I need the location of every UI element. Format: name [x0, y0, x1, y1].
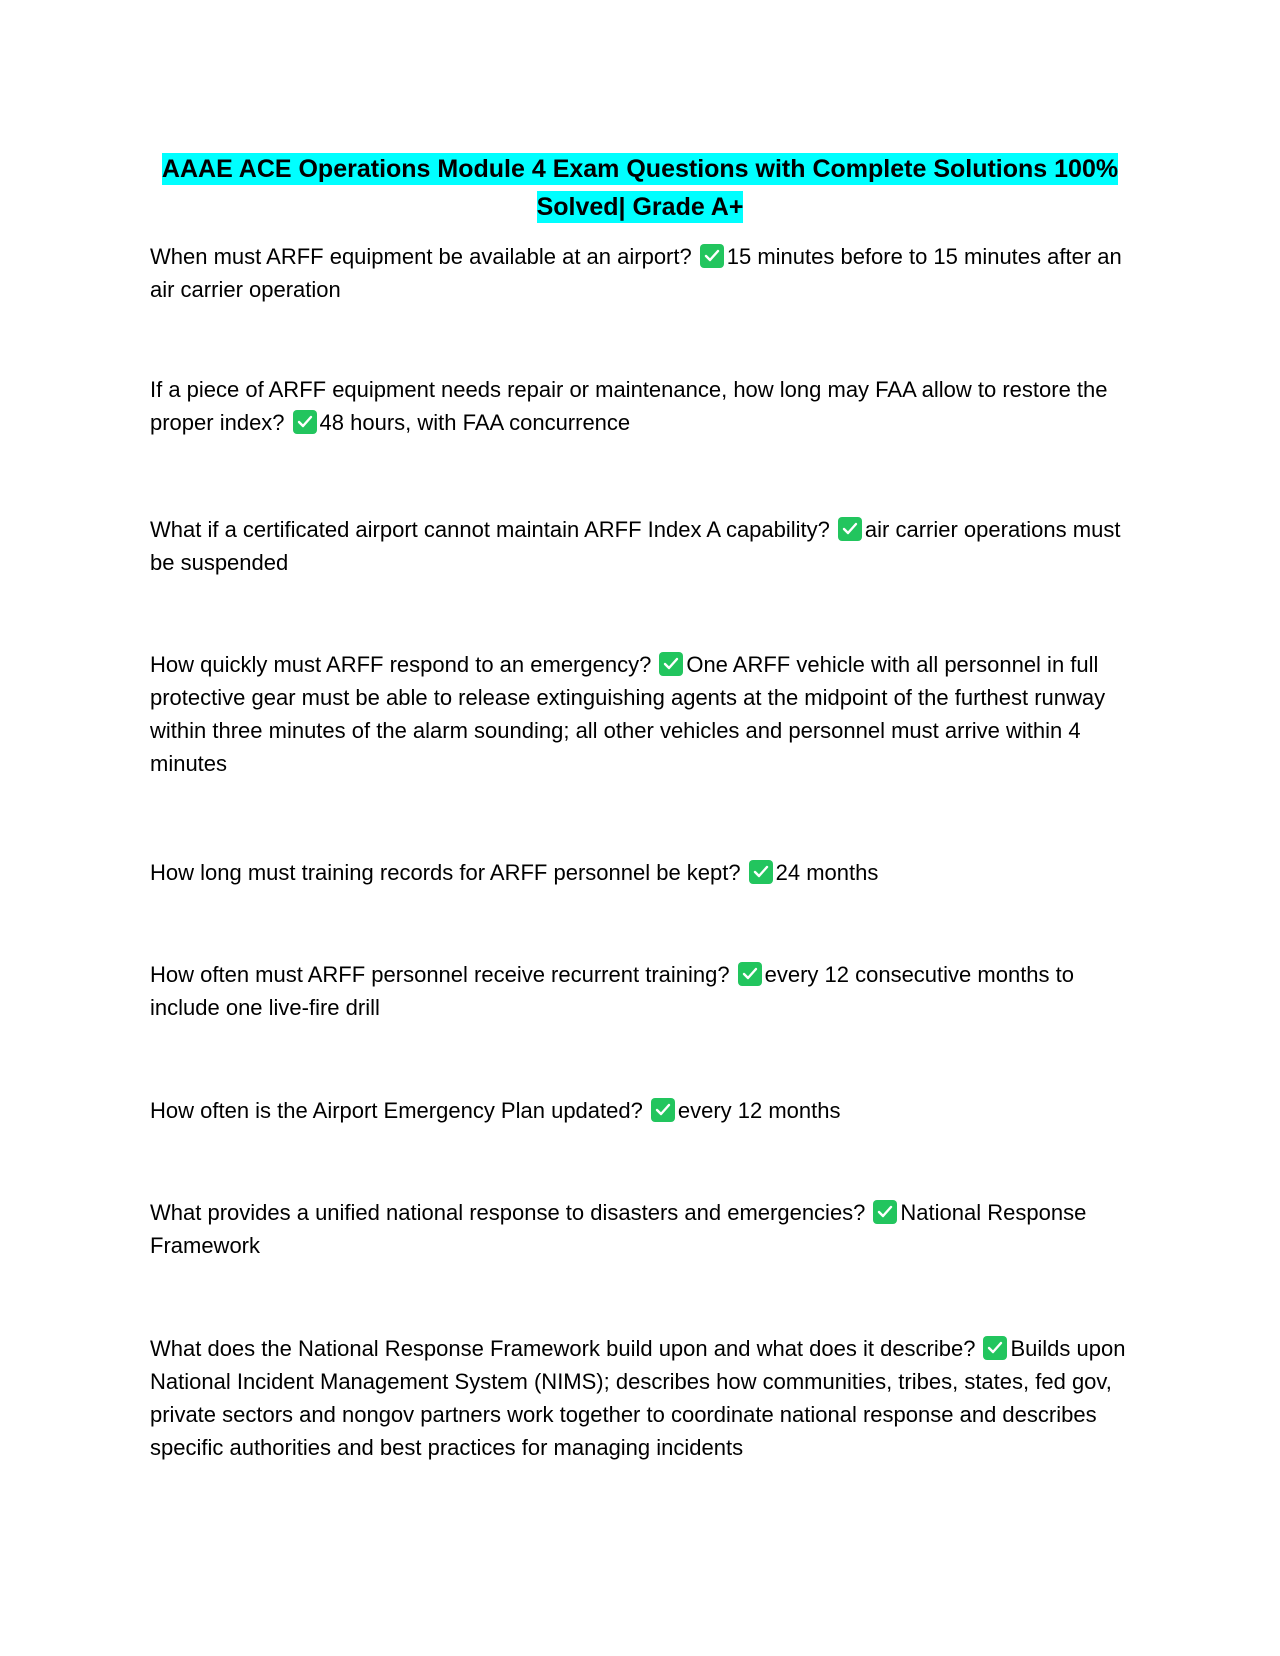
qa-item — [150, 513, 1135, 579]
question-text: How long must training records for ARFF personnel be kept? — [150, 860, 741, 885]
check-mark-icon — [293, 410, 317, 434]
check-mark-icon — [738, 962, 762, 986]
check-mark-icon — [983, 1336, 1007, 1360]
question-text: How quickly must ARFF respond to an emergency? — [150, 652, 652, 677]
qa-item — [150, 856, 1135, 889]
qa-item — [150, 648, 1135, 780]
qa-item — [150, 240, 1135, 306]
check-mark-icon — [749, 860, 773, 884]
question-text: How often must ARFF personnel receive recurrent training? — [150, 962, 730, 987]
question-text: What if a certificated airport cannot maintain ARFF Index A capability? — [150, 517, 830, 542]
document-title — [150, 150, 1130, 226]
question-text: What does the National Response Framework build upon and what does it describe? — [150, 1336, 976, 1361]
answer-text: One ARFF vehicle with all personnel in full protective gear must be able to release extinguishing agents at the midpoint of the furthest runway within three minutes of the alarm sounding; all other vehicles and personnel must arrive within 4 minutes — [150, 652, 1106, 776]
qa-item — [150, 958, 1135, 1024]
answer-text: air carrier operations must be suspended — [150, 517, 1121, 575]
answer-text: Builds upon National Incident Management System (NIMS); describes how communities, tribes, states, fed gov, private sectors and nongov partners work together to coordinate national response and describes specific authorities and best practices for managing incidents — [150, 1336, 1126, 1460]
answer-text: 15 minutes before to 15 minutes after an air carrier operation — [150, 244, 1122, 302]
qa-item — [150, 373, 1135, 439]
qa-item — [150, 1094, 1135, 1127]
check-mark-icon — [873, 1200, 897, 1224]
question-text: When must ARFF equipment be available at an airport? — [150, 244, 692, 269]
question-text: If a piece of ARFF equipment needs repair or maintenance, how long may FAA allow to restore the proper index? — [150, 377, 1108, 435]
qa-item — [150, 1332, 1135, 1464]
title-line-1: AAAE ACE Operations Module 4 Exam Questions with Complete Solutions 100% — [161, 155, 1119, 183]
answer-text: 24 months — [775, 860, 879, 885]
check-mark-icon — [651, 1098, 675, 1122]
question-text: How often is the Airport Emergency Plan updated? — [150, 1098, 643, 1123]
answer-text: every 12 consecutive months to include one live-fire drill — [150, 962, 1074, 1020]
check-mark-icon — [838, 517, 862, 541]
answer-text: every 12 months — [677, 1098, 841, 1123]
qa-item — [150, 1196, 1135, 1262]
question-text: What provides a unified national response to disasters and emergencies? — [150, 1200, 866, 1225]
check-mark-icon — [700, 244, 724, 268]
check-mark-icon — [659, 652, 683, 676]
answer-text: 48 hours, with FAA concurrence — [319, 410, 631, 435]
title-line-2: Solved| Grade A+ — [536, 193, 744, 221]
answer-text: National Response Framework — [150, 1200, 1087, 1258]
